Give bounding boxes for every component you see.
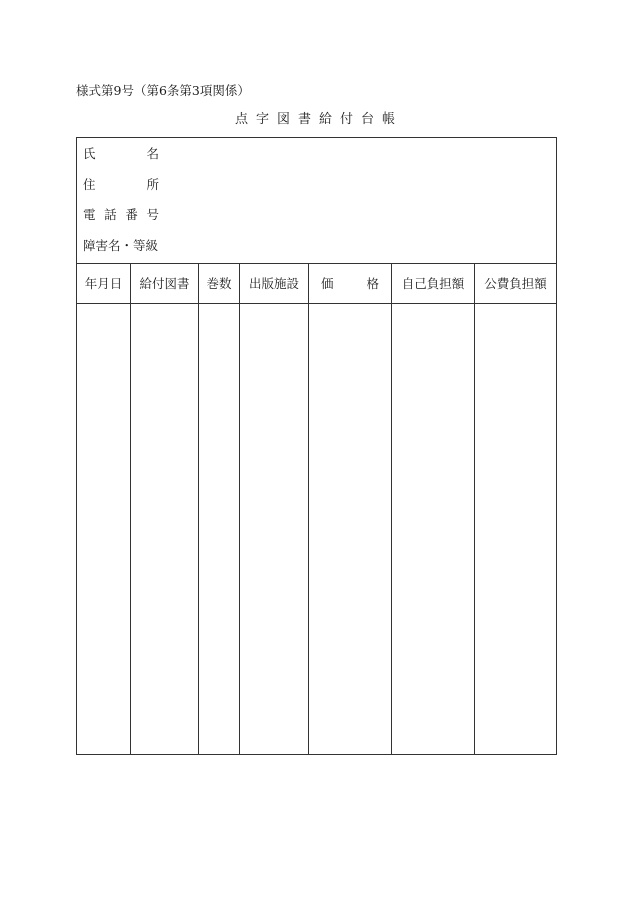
- column-divider: [130, 263, 131, 754]
- column-header-public-pay: 公費負担額: [484, 276, 547, 291]
- column-header-book: 給付図書: [139, 276, 190, 291]
- price-label-left: 価: [321, 276, 334, 291]
- name-row: [83, 144, 159, 162]
- table-header-row: [77, 263, 556, 304]
- disability-row: [83, 236, 159, 254]
- column-divider: [308, 263, 309, 754]
- address-label: 住所: [83, 177, 159, 192]
- column-divider: [474, 263, 475, 754]
- column-header-volumes: 巻数: [206, 276, 232, 291]
- column-header-publisher: 出版施設: [248, 276, 299, 291]
- document-title: 点字図書給付台帳: [234, 112, 403, 127]
- column-header-self-pay: 自己負担額: [401, 276, 465, 291]
- column-divider: [198, 263, 199, 754]
- column-divider: [391, 263, 392, 754]
- phone-row: [83, 205, 159, 223]
- applicant-info-section: [77, 138, 556, 264]
- ledger-form: [76, 137, 557, 755]
- column-header-date: 年月日: [84, 276, 123, 291]
- phone-label: 電話番号: [83, 207, 159, 222]
- disability-label: 障害名・等級: [83, 238, 159, 253]
- address-row: [83, 175, 159, 193]
- price-label-right: 格: [366, 276, 379, 291]
- column-header-price: [309, 263, 391, 303]
- column-divider: [239, 263, 240, 754]
- form-number-label: 様式第9号（第6条第3項関係）: [76, 83, 250, 98]
- name-label: 氏名: [83, 146, 159, 161]
